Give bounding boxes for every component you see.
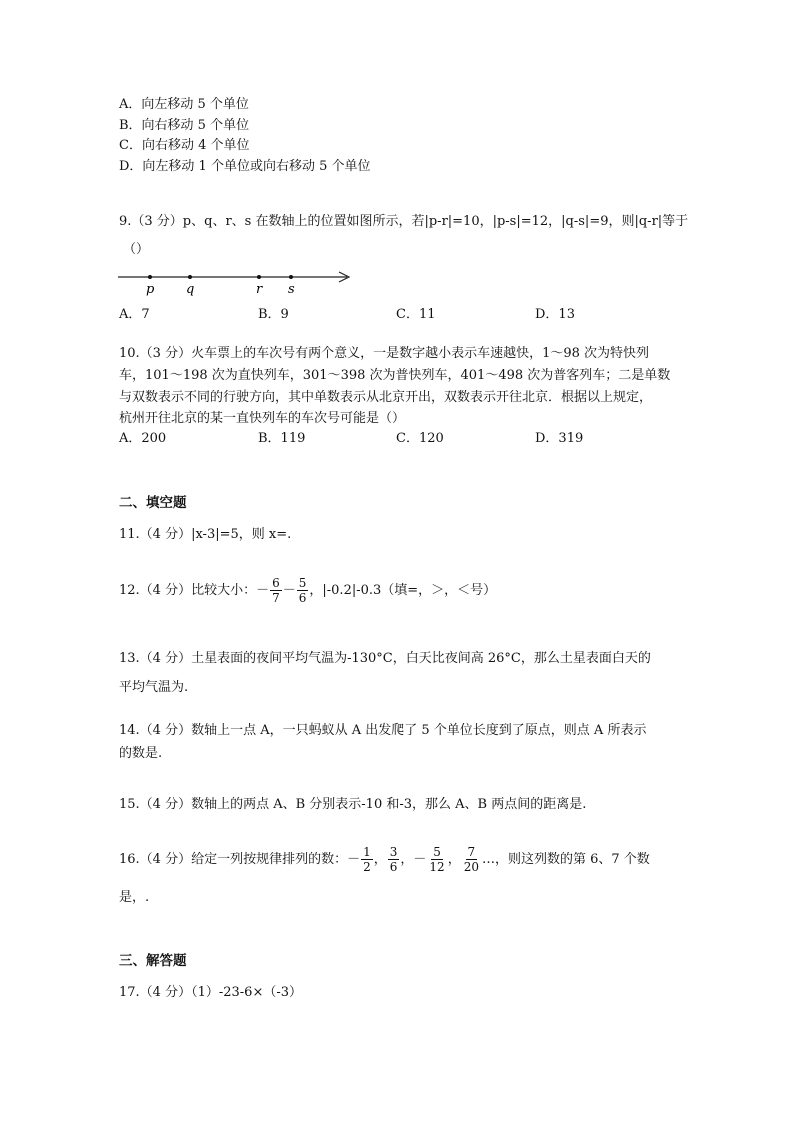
q16-fraction-1-numerator: 1	[363, 845, 371, 859]
q16-fraction-3-denominator: 12	[429, 860, 445, 874]
q10-option-a: A．200	[119, 431, 167, 446]
q16-fraction-2-denominator: 6	[389, 860, 398, 874]
q14-line-2: 的数是.	[119, 746, 163, 761]
point-r	[257, 275, 261, 279]
label-s: s	[288, 282, 295, 297]
q12-fraction-1	[270, 576, 282, 605]
q9-option-d: D．13	[535, 307, 575, 322]
q16-fraction-1-denominator: 2	[363, 860, 371, 874]
q12-minus-2: －	[282, 582, 296, 598]
q16-fraction-4	[462, 845, 481, 874]
q16-text	[119, 845, 650, 874]
q11-text: 11.（4 分）|x-3|=5，则 x=.	[119, 527, 292, 542]
point-s	[289, 275, 293, 279]
q12-text	[119, 576, 496, 605]
label-p: p	[146, 282, 155, 297]
q10-option-b: B．119	[258, 431, 306, 446]
q12-fraction-1-numerator: 6	[272, 576, 280, 590]
q8-option-d: D．向左移动 1 个单位或向右移动 5 个单位	[119, 159, 371, 174]
q16-comma-3: ，	[447, 851, 461, 867]
q16-comma-1: ，	[373, 851, 387, 867]
label-q: q	[186, 282, 195, 297]
q8-option-b: B．向右移动 5 个单位	[119, 118, 250, 133]
q16-fraction-3	[427, 845, 446, 874]
q16-fraction-4-denominator: 20	[463, 860, 479, 874]
q10-line-3: 与双数表示不同的行驶方向，其中单数表示从北京开出，双数表示开往北京．根据以上规定，	[119, 390, 653, 405]
q10-line-4: 杭州开往北京的某一直快列车的车次号可能是（）	[119, 411, 406, 426]
q16-fraction-4-numerator: 7	[467, 845, 476, 859]
point-p	[148, 275, 152, 279]
q10-line-2: 车，101～198 次为直快列车，301～398 次为普快列车，401～498 次为普客列车；二是单数	[119, 368, 671, 383]
q9-paren: （）	[123, 242, 150, 257]
section-title-solutions: 三、解答题	[119, 953, 187, 969]
q16-minus-1: －	[347, 851, 361, 867]
q9-text: 9.（3 分）p、q、r、s 在数轴上的位置如图所示，若|p-r|=10，|p-s|=12，|q-s|=9，则|q-r|等于	[119, 214, 689, 229]
q16-suffix: …，则这列数的第 6、7 个数	[481, 851, 650, 867]
q16-line-2: 是，.	[119, 890, 150, 905]
section-title-fill-blank: 二、填空题	[119, 495, 187, 511]
q8-option-a: A．向左移动 5 个单位	[119, 97, 249, 112]
q17-text: 17.（4 分）（1）-23-6×（-3）	[119, 985, 303, 1000]
q12-minus-1: －	[256, 582, 270, 598]
q16-prefix: 16.（4 分）给定一列按规律排列的数：	[119, 851, 348, 867]
q10-option-d: D．319	[535, 431, 584, 446]
q12-suffix: ，|-0.2|-0.3（填=，＞，＜号）	[309, 582, 497, 598]
q12-fraction-2	[297, 576, 309, 605]
q16-fraction-2-numerator: 3	[389, 845, 398, 859]
q12-fraction-1-denominator: 7	[272, 591, 280, 605]
q16-fraction-1	[361, 845, 373, 874]
q16-fraction-3-numerator: 5	[433, 845, 441, 859]
number-line-figure	[115, 264, 360, 298]
q12-fraction-2-denominator: 6	[298, 591, 307, 605]
q16-fraction-2	[388, 845, 400, 874]
q12-fraction-2-numerator: 5	[298, 576, 307, 590]
q16-comma-2: ，－	[400, 851, 427, 867]
point-q	[188, 275, 192, 279]
q12-prefix: 12.（4 分）比较大小：	[119, 582, 257, 598]
q13-line-1: 13.（4 分）土星表面的夜间平均气温为-130°C，白天比夜间高 26°C，那么土星表面白天的	[119, 651, 651, 666]
label-r: r	[256, 282, 263, 297]
q15-text: 15.（4 分）数轴上的两点 A、B 分别表示-10 和-3，那么 A、B 两点间的距离是.	[119, 797, 587, 812]
q9-option-b: B．9	[258, 307, 289, 322]
q10-option-c: C．120	[396, 431, 444, 446]
q10-line-1: 10.（3 分）火车票上的车次号有两个意义，一是数字越小表示车速越快，1～98 次为特快列	[119, 346, 650, 361]
q13-line-2: 平均气温为.	[119, 680, 189, 695]
q14-line-1: 14.（4 分）数轴上一点 A，一只蚂蚁从 A 出发爬了 5 个单位长度到了原点，则点 A 所表示	[119, 723, 647, 738]
q8-option-c: C．向右移动 4 个单位	[119, 138, 250, 153]
q9-option-a: A．7	[119, 307, 150, 322]
q9-option-c: C．11	[396, 307, 436, 322]
